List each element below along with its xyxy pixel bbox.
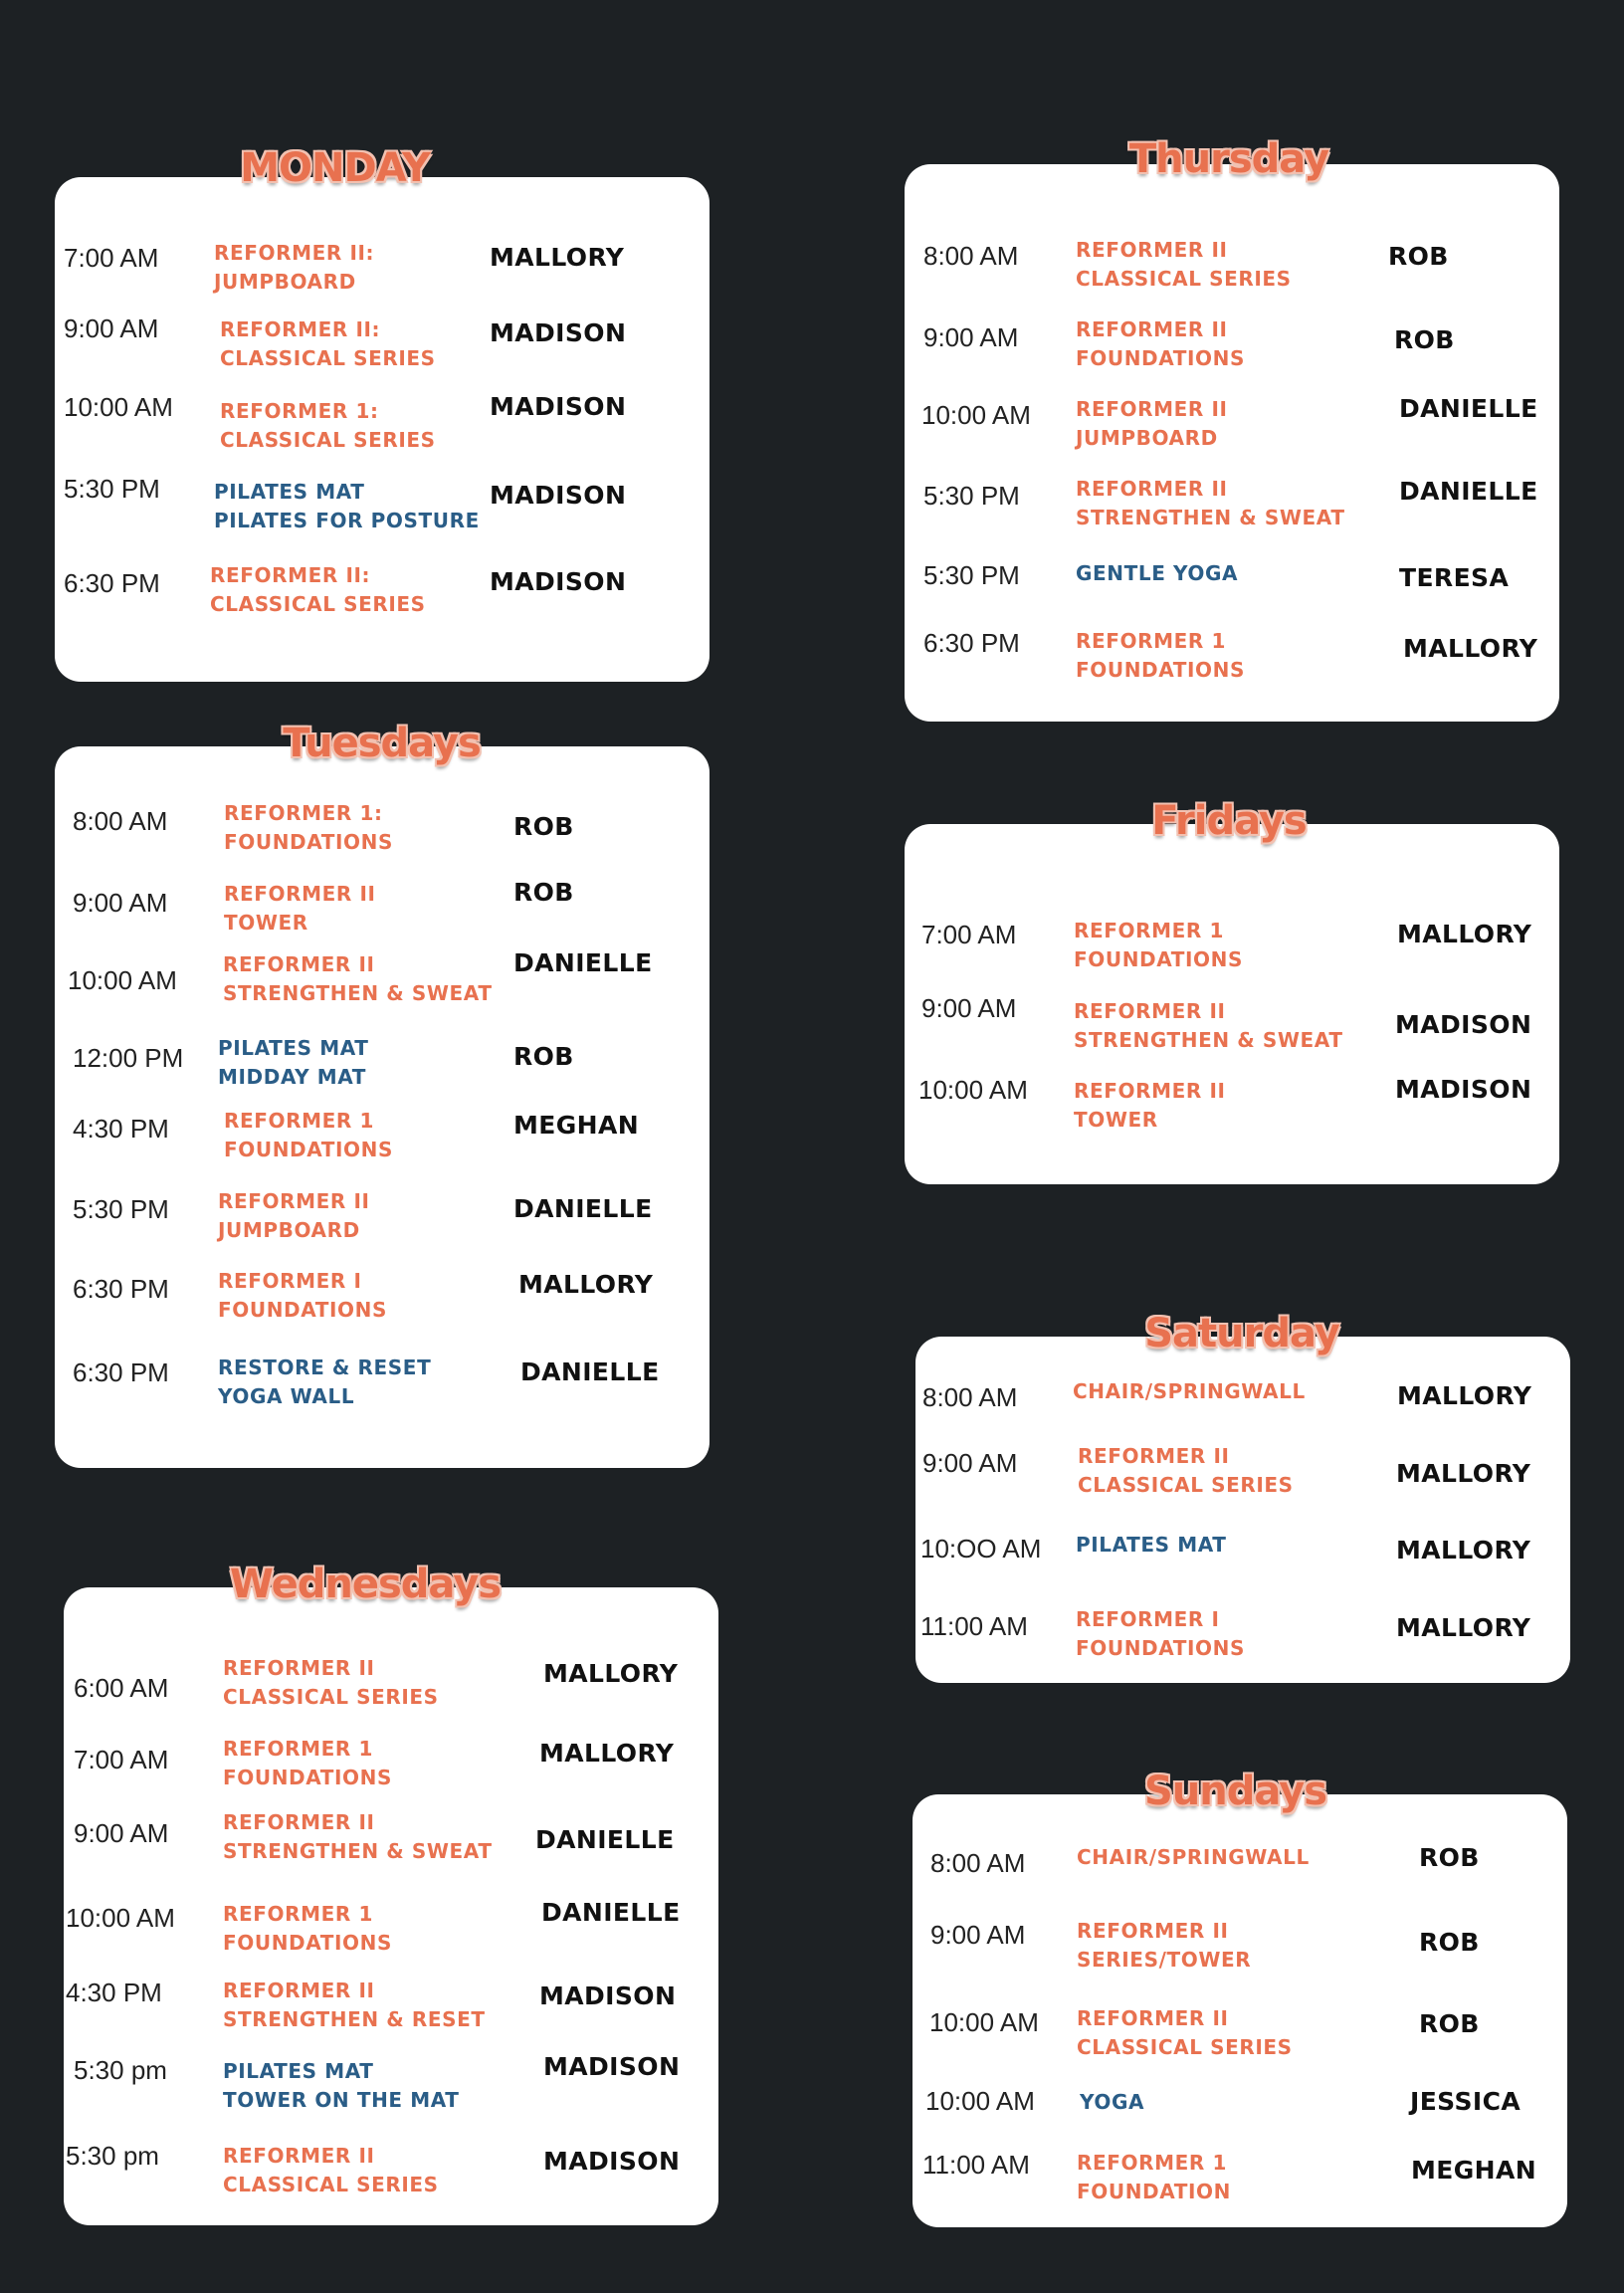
instructor-name: MADISON bbox=[490, 318, 627, 347]
class-name-line2: CLASSICAL SERIES bbox=[223, 2173, 439, 2196]
instructor-name: ROB bbox=[513, 812, 574, 841]
class-name bbox=[1074, 1077, 1226, 1135]
class-name-line2: FOUNDATIONS bbox=[1074, 947, 1243, 971]
instructor-name: MADISON bbox=[543, 2147, 681, 2176]
class-name bbox=[220, 315, 436, 373]
class-name bbox=[1076, 315, 1245, 373]
instructor-name: MEGHAN bbox=[513, 1111, 640, 1140]
class-name-line2: CLASSICAL SERIES bbox=[1076, 267, 1292, 291]
instructor-name: DANIELLE bbox=[513, 1194, 653, 1223]
instructor-name: DANIELLE bbox=[513, 948, 653, 977]
class-time: 6:30 PM bbox=[923, 628, 1020, 658]
class-name-line2: TOWER bbox=[1074, 1108, 1158, 1132]
class-time: 9:00 AM bbox=[930, 1920, 1026, 1950]
class-name bbox=[218, 1354, 431, 1411]
class-time: 10:00 AM bbox=[929, 2007, 1039, 2037]
class-name-line2: CLASSICAL SERIES bbox=[220, 346, 436, 370]
class-name-line1: YOGA bbox=[1080, 2090, 1145, 2114]
class-name-line1: REFORMER II bbox=[1074, 999, 1226, 1023]
class-name bbox=[1076, 475, 1345, 532]
class-name-line2: FOUNDATIONS bbox=[224, 830, 393, 854]
class-name-line2: STRENGTHEN & SWEAT bbox=[223, 1839, 493, 1863]
class-name-line2: JUMPBOARD bbox=[218, 1218, 360, 1242]
day-title: Saturday bbox=[1144, 1311, 1339, 1356]
class-time: 5:30 PM bbox=[923, 481, 1020, 511]
instructor-name: TERESA bbox=[1399, 563, 1510, 592]
class-name-line1: REFORMER II bbox=[1076, 238, 1228, 262]
class-time: 8:00 AM bbox=[930, 1848, 1026, 1878]
instructor-name: MALLORY bbox=[1396, 1613, 1531, 1642]
instructor-name: MALLORY bbox=[539, 1739, 675, 1768]
class-name bbox=[218, 1034, 369, 1092]
day-card-tuesday bbox=[55, 721, 710, 1468]
class-time: 9:00 AM bbox=[73, 888, 168, 918]
instructor-name: ROB bbox=[513, 1042, 574, 1071]
class-name bbox=[1080, 2088, 1144, 2117]
class-name-line2: FOUNDATION bbox=[1077, 2180, 1231, 2203]
instructor-name: MADISON bbox=[490, 392, 627, 421]
class-name-line2: STRENGTHEN & SWEAT bbox=[1076, 506, 1345, 529]
class-name-line2: MIDDAY MAT bbox=[218, 1065, 367, 1089]
day-card-friday bbox=[905, 798, 1559, 1184]
instructor-name: MALLORY bbox=[1397, 920, 1532, 948]
class-name-line1: REFORMER II bbox=[223, 1656, 375, 1680]
class-name bbox=[1076, 627, 1245, 685]
class-time: 5:30 PM bbox=[73, 1194, 169, 1224]
class-name bbox=[1074, 997, 1343, 1055]
class-name-line2: FOUNDATIONS bbox=[1076, 658, 1245, 682]
instructor-name: MADISON bbox=[490, 567, 627, 596]
class-name-line1: REFORMER II bbox=[1077, 1919, 1229, 1943]
instructor-name: MALLORY bbox=[490, 243, 625, 272]
class-name-line1: REFORMER II: bbox=[220, 317, 381, 341]
class-name bbox=[223, 1977, 486, 2034]
class-time: 4:30 PM bbox=[73, 1114, 169, 1144]
instructor-name: ROB bbox=[1419, 1928, 1480, 1957]
class-name-line1: REFORMER I bbox=[1076, 1607, 1220, 1631]
class-name-line1: CHAIR/SPRINGWALL bbox=[1077, 1845, 1310, 1869]
class-name bbox=[223, 2142, 439, 2199]
class-name bbox=[223, 1654, 439, 1712]
class-time: 6:30 PM bbox=[73, 1274, 169, 1304]
instructor-name: MALLORY bbox=[1396, 1536, 1531, 1564]
class-name-line2: FOUNDATIONS bbox=[1076, 1636, 1245, 1660]
class-name-line1: CHAIR/SPRINGWALL bbox=[1073, 1379, 1306, 1403]
class-name-line1: REFORMER 1: bbox=[224, 801, 383, 825]
class-name bbox=[224, 1107, 393, 1164]
instructor-name: MADISON bbox=[1395, 1010, 1532, 1039]
class-name-line1: REFORMER II bbox=[1076, 397, 1228, 421]
day-card-saturday bbox=[915, 1311, 1570, 1683]
instructor-name: MADISON bbox=[490, 481, 627, 510]
class-name bbox=[220, 397, 436, 455]
class-name-line2: STRENGTHEN & SWEAT bbox=[223, 981, 493, 1005]
class-time: 10:00 AM bbox=[918, 1075, 1028, 1105]
class-time: 10:00 AM bbox=[925, 2086, 1035, 2116]
class-time: 10:00 AM bbox=[66, 1903, 175, 1933]
class-name-line2: FOUNDATIONS bbox=[223, 1766, 392, 1789]
class-name bbox=[218, 1267, 387, 1325]
instructor-name: MEGHAN bbox=[1411, 2156, 1537, 2185]
instructor-name: MALLORY bbox=[1397, 1381, 1532, 1410]
class-time: 8:00 AM bbox=[923, 241, 1019, 271]
day-title: Sundays bbox=[1143, 1769, 1327, 1814]
class-time: 7:00 AM bbox=[921, 920, 1017, 949]
day-title: MONDAY bbox=[240, 145, 430, 191]
class-name-line1: REFORMER 1 bbox=[1074, 919, 1224, 942]
class-name-line1: REFORMER II bbox=[1074, 1079, 1226, 1103]
instructor-name: MADISON bbox=[543, 2052, 681, 2081]
class-name bbox=[210, 561, 426, 619]
class-time: 12:00 PM bbox=[73, 1043, 184, 1073]
class-name-line1: REFORMER I bbox=[218, 1269, 362, 1293]
class-time: 10:00 AM bbox=[68, 965, 177, 995]
class-name bbox=[1076, 559, 1238, 588]
class-time: 5:30 pm bbox=[74, 2055, 167, 2085]
class-name-line2: SERIES/TOWER bbox=[1077, 1948, 1252, 1972]
day-title: Thursday bbox=[1128, 136, 1329, 182]
class-name-line1: REFORMER 1: bbox=[220, 399, 379, 423]
instructor-name: DANIELLE bbox=[1399, 477, 1538, 506]
class-name-line2: TOWER bbox=[224, 911, 308, 935]
day-title: Tuesdays bbox=[283, 721, 481, 766]
class-name-line2: FOUNDATIONS bbox=[224, 1138, 393, 1161]
class-name bbox=[223, 1808, 493, 1866]
class-name bbox=[214, 239, 374, 297]
class-name-line1: REFORMER II bbox=[1078, 1444, 1230, 1468]
class-name-line1: REFORMER II bbox=[223, 1810, 375, 1834]
class-name-line2: STRENGTHEN & RESET bbox=[223, 2007, 486, 2031]
class-name-line1: GENTLE YOGA bbox=[1076, 561, 1239, 585]
class-name-line1: REFORMER II bbox=[1076, 477, 1228, 501]
class-time: 9:00 AM bbox=[74, 1818, 169, 1848]
class-name bbox=[1077, 2149, 1231, 2206]
instructor-name: ROB bbox=[1419, 2009, 1480, 2038]
class-name bbox=[1078, 1442, 1294, 1500]
class-name-line2: CLASSICAL SERIES bbox=[220, 428, 436, 452]
class-time: 9:00 AM bbox=[921, 993, 1017, 1023]
class-name-line2: FOUNDATIONS bbox=[223, 1931, 392, 1955]
class-name-line1: REFORMER II bbox=[223, 952, 375, 976]
class-name bbox=[224, 799, 393, 857]
class-time: 5:30 PM bbox=[64, 474, 160, 504]
class-time: 6:30 PM bbox=[64, 568, 160, 598]
class-name bbox=[223, 950, 493, 1008]
class-name-line2: JUMPBOARD bbox=[1076, 426, 1218, 450]
class-name-line2: FOUNDATIONS bbox=[1076, 346, 1245, 370]
class-name bbox=[1076, 236, 1292, 294]
class-name bbox=[1076, 1531, 1227, 1560]
class-time: 11:00 AM bbox=[922, 2150, 1030, 2180]
class-name-line1: REFORMER II bbox=[224, 882, 376, 906]
instructor-name: ROB bbox=[513, 878, 574, 907]
class-name-line1: REFORMER 1 bbox=[223, 1902, 373, 1926]
day-card-wednesday bbox=[64, 1562, 718, 2225]
class-name bbox=[223, 1900, 392, 1958]
class-name bbox=[218, 1187, 370, 1245]
class-name-line2: FOUNDATIONS bbox=[218, 1298, 387, 1322]
day-title: Fridays bbox=[1151, 798, 1307, 844]
instructor-name: ROB bbox=[1394, 325, 1455, 354]
class-name-line1: REFORMER 1 bbox=[1076, 629, 1226, 653]
class-name-line2: YOGA WALL bbox=[218, 1384, 355, 1408]
class-name-line1: REFORMER 1 bbox=[1077, 2151, 1227, 2175]
class-name bbox=[214, 478, 480, 535]
class-name-line2: PILATES FOR POSTURE bbox=[214, 509, 480, 532]
class-name-line1: PILATES MAT bbox=[223, 2059, 374, 2083]
class-name-line1: REFORMER 1 bbox=[224, 1109, 374, 1133]
class-name-line2: CLASSICAL SERIES bbox=[210, 592, 426, 616]
day-card-monday bbox=[55, 145, 710, 682]
instructor-name: DANIELLE bbox=[520, 1357, 660, 1386]
class-time: 7:00 AM bbox=[64, 243, 159, 273]
day-card-thursday bbox=[905, 136, 1559, 722]
class-name bbox=[1073, 1377, 1306, 1406]
instructor-name: DANIELLE bbox=[541, 1898, 681, 1927]
class-name-line2: CLASSICAL SERIES bbox=[1077, 2035, 1293, 2059]
instructor-name: DANIELLE bbox=[535, 1825, 675, 1854]
class-time: 6:30 PM bbox=[73, 1357, 169, 1387]
day-card-sunday bbox=[913, 1769, 1567, 2227]
class-time: 10:00 AM bbox=[921, 400, 1031, 430]
class-name-line1: RESTORE & RESET bbox=[218, 1355, 432, 1379]
class-time: 8:00 AM bbox=[922, 1382, 1018, 1412]
class-name bbox=[1076, 1605, 1245, 1663]
class-name-line2: TOWER ON THE MAT bbox=[223, 2088, 460, 2112]
class-time: 5:30 pm bbox=[66, 2141, 159, 2171]
class-name-line1: REFORMER II bbox=[223, 2144, 375, 2168]
day-title: Wednesdays bbox=[229, 1562, 502, 1607]
class-time: 9:00 AM bbox=[922, 1448, 1018, 1478]
class-name-line1: REFORMER II: bbox=[214, 241, 375, 265]
class-time: 7:00 AM bbox=[74, 1745, 169, 1774]
class-name-line2: JUMPBOARD bbox=[214, 270, 356, 294]
class-time: 10:00 AM bbox=[64, 392, 173, 422]
class-name-line1: PILATES MAT bbox=[218, 1036, 369, 1060]
class-name bbox=[1077, 1843, 1310, 1872]
class-name bbox=[223, 2057, 460, 2115]
class-name-line2: CLASSICAL SERIES bbox=[1078, 1473, 1294, 1497]
class-name-line1: REFORMER II bbox=[223, 1979, 375, 2002]
class-name bbox=[1077, 1917, 1251, 1975]
instructor-name: ROB bbox=[1388, 242, 1449, 271]
instructor-name: MADISON bbox=[1395, 1075, 1532, 1104]
class-time: 9:00 AM bbox=[923, 322, 1019, 352]
class-name-line1: REFORMER II bbox=[1076, 317, 1228, 341]
class-name bbox=[1074, 917, 1243, 974]
instructor-name: JESSICA bbox=[1410, 2087, 1522, 2116]
instructor-name: ROB bbox=[1419, 1843, 1480, 1872]
class-name bbox=[224, 880, 376, 938]
class-name-line1: REFORMER II: bbox=[210, 563, 371, 587]
instructor-name: MALLORY bbox=[1396, 1459, 1531, 1488]
class-time: 6:00 AM bbox=[74, 1673, 169, 1703]
class-time: 11:00 AM bbox=[920, 1611, 1028, 1641]
class-time: 9:00 AM bbox=[64, 313, 159, 343]
class-name-line2: CLASSICAL SERIES bbox=[223, 1685, 439, 1709]
class-name-line1: REFORMER II bbox=[1077, 2006, 1229, 2030]
class-name bbox=[223, 1735, 392, 1792]
class-name-line1: REFORMER 1 bbox=[223, 1737, 373, 1761]
class-name-line1: PILATES MAT bbox=[214, 480, 365, 504]
instructor-name: MADISON bbox=[539, 1981, 677, 2010]
instructor-name: MALLORY bbox=[1403, 634, 1538, 663]
class-name bbox=[1077, 2004, 1293, 2062]
class-name-line1: REFORMER II bbox=[218, 1189, 370, 1213]
instructor-name: DANIELLE bbox=[1399, 394, 1538, 423]
class-time: 4:30 PM bbox=[66, 1978, 162, 2007]
class-name-line1: PILATES MAT bbox=[1076, 1533, 1227, 1557]
class-time: 10:OO AM bbox=[920, 1534, 1042, 1563]
class-time: 5:30 PM bbox=[923, 560, 1020, 590]
class-name bbox=[1076, 395, 1228, 453]
class-name-line2: STRENGTHEN & SWEAT bbox=[1074, 1028, 1343, 1052]
instructor-name: MALLORY bbox=[518, 1270, 654, 1299]
class-time: 8:00 AM bbox=[73, 806, 168, 836]
instructor-name: MALLORY bbox=[543, 1659, 679, 1688]
